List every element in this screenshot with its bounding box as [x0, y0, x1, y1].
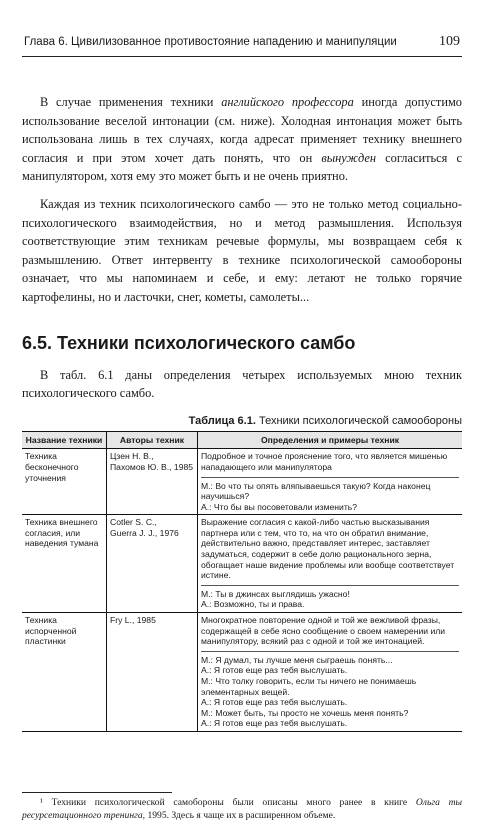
technique-definition-cell [198, 613, 463, 732]
technique-authors: Cotler S. C., Guerra J. J., 1976 [107, 515, 198, 613]
technique-example: М.: Ты в джинсах выглядишь ужасно! А.: Возможно, ты и права. [201, 588, 350, 610]
footnote-divider [22, 792, 172, 793]
technique-definition-cell [198, 449, 463, 515]
technique-name: Техника бесконечного уточнения [22, 449, 107, 515]
chapter-title: Глава 6. Цивилизованное противостояние нападению и манипуляции [24, 36, 397, 48]
paragraph-2: Каждая из техник психологического самбо — это не только метод социально-психологического взаимодействия, но и метод размышления. Используя соответствующие этим техникам речевые формулы, мы возвращаем себя к размышлению. Ответ интервенту в технике психологической самообороны означает, что мы напоминаем и себе, и ему: летают не только горячие картофелины, но и ласточки, снег, кометы, самолеты... [22, 196, 462, 304]
table-row [22, 449, 462, 515]
technique-definition: Многократное повторение одной и той же вежливой фразы, содержащей в себе ясно сообщение о своем намерении или манипулятору, всякий раз с одной и той же интонацией. [201, 615, 459, 652]
technique-definition-cell [198, 515, 463, 613]
table-caption: Таблица 6.1. Техники психологической самообороны [188, 414, 462, 427]
column-header-authors: Авторы техник [107, 431, 198, 449]
page-number: 109 [439, 34, 460, 49]
technique-example: М.: Я думал, ты лучше меня сыграешь понять... А.: Я готов еще раз тебя выслушать. М.: Что толку говорить, если ты ничего не понимаешь элементарных вещей. А.: Я готов еще раз тебя выслушать. М.: Может быть, ты просто не хочешь меня понять? А.: Я готов еще раз тебя выслушать. [201, 654, 417, 729]
technique-authors: Fry L., 1985 [107, 613, 198, 732]
footnote: ¹ Техники психологической самобороны были описаны много ранее в книге Ольга ты ресурсетационного тренинга, 1995. Здесь я чаще их в расширенном объеме. [22, 796, 463, 821]
paragraph-3: В табл. 6.1 даны определения четырех используемых мною техник психологического самбо. [22, 367, 462, 401]
technique-definition: Выражение согласия с какой-либо частью высказывания партнера или с тем, что то, на что он обратил внимание, действительно важно, представляет интерес, заставляет задуматься, содержит в себе долю рационального зерна, обогащает наше видение проблемы или вообще соответствует истине. [201, 517, 459, 586]
technique-name: Техника внешнего согласия, или наведения тумана [22, 515, 107, 613]
section-heading: 6.5. Техники психологического самбо [22, 332, 356, 353]
techniques-table [22, 431, 462, 732]
technique-name: Техника испорченной пластинки [22, 613, 107, 732]
table-header-row [22, 431, 462, 449]
running-header [22, 34, 462, 57]
paragraph-1: В случае применения техники английского профессора иногда допустимо использование веселой интонации (см. ниже). Холодная интонация может быть использована лишь в тех случаях, когда адресат применяет технику внешнего согласия и при этом хочет дать понять, что он вынужден согласиться с манипулятором, хотя ему это может быть и не очень приятно. [22, 95, 462, 184]
column-header-definition: Определения и примеры техник [198, 431, 463, 449]
book-page [22, 34, 462, 832]
technique-definition: Подробное и точное прояснение того, что является мишенью нападающего или манипулятора [201, 451, 459, 477]
table-row [22, 613, 462, 732]
technique-authors: Цзен Н. В., Пахомов Ю. В., 1985 [107, 449, 198, 515]
column-header-name: Название техники [22, 431, 107, 449]
technique-example: М.: Во что ты опять вляпываешься такую? Когда наконец научишься? А.: Что бы вы посоветовали изменить? [201, 480, 431, 512]
table-row [22, 515, 462, 613]
